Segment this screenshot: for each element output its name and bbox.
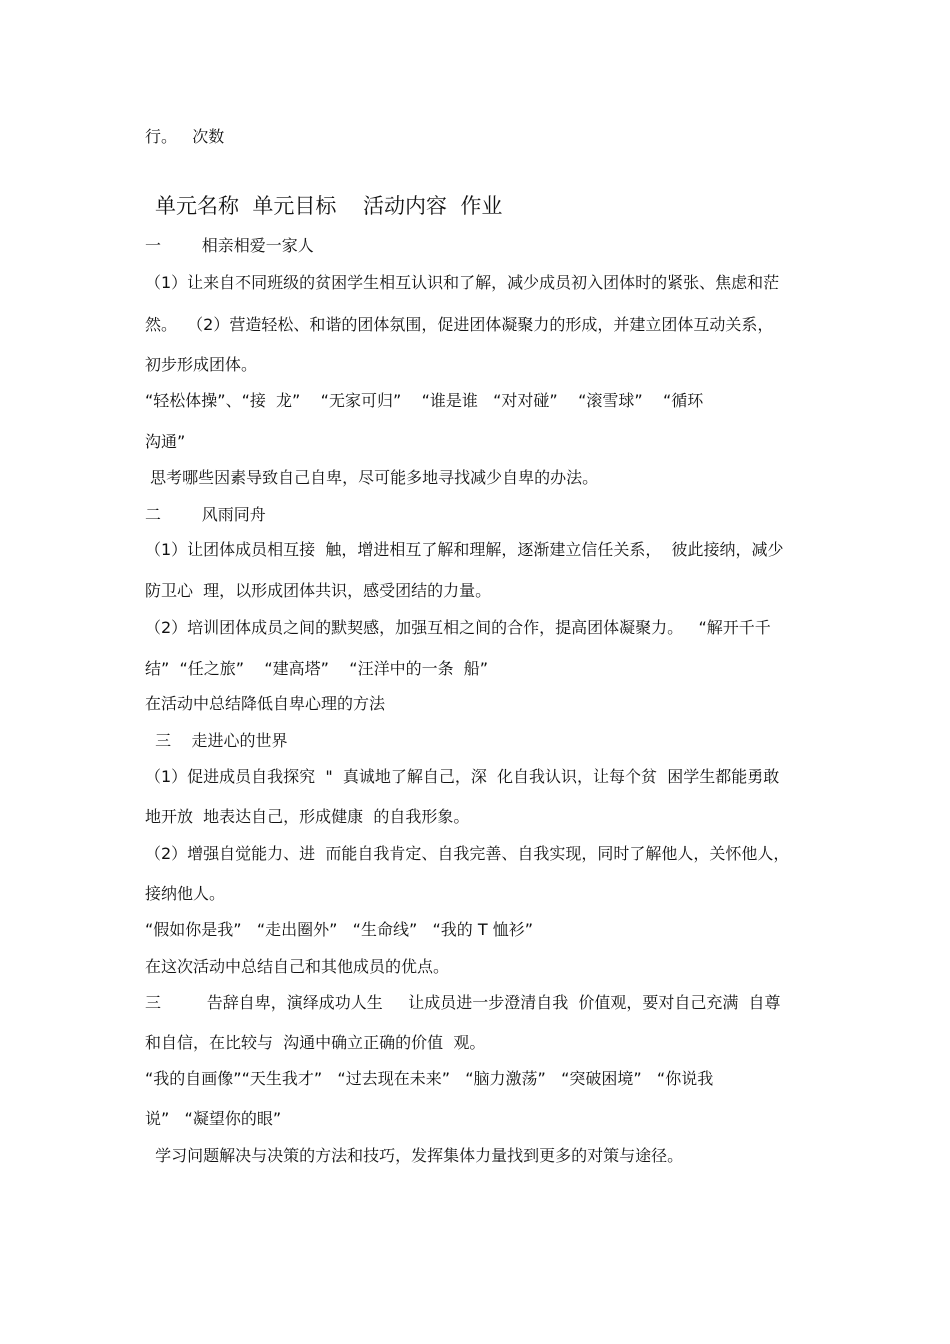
unit-3-goal-line: 地开放 地表达自己，形成健康 的自我形象。: [145, 807, 470, 826]
unit-3-title: 三 走进心的世界: [145, 731, 288, 750]
unit-4-title: 三 告辞自卑，演绎成功人生 让成员进一步澄清自我 价值观，要对自己充满 自尊: [145, 993, 781, 1012]
top-fragment: 行。 次数: [145, 127, 225, 146]
unit-3-homework: 在这次活动中总结自己和其他成员的优点。: [145, 957, 450, 976]
unit-4-activity-line: 说” “凝望你的眼”: [145, 1109, 282, 1128]
unit-2-goal-line: （1）让团体成员相互接 触，增进相互了解和理解，逐渐建立信任关系， 彼此接纳，减少: [145, 540, 784, 559]
unit-3-activity-line: “假如你是我” “走出圈外” “生命线” “我的 T 恤衫”: [145, 920, 534, 939]
unit-2-goal-line: （2）培训团体成员之间的默契感，加强互相之间的合作，提高团体凝聚力。 “解开千千: [145, 618, 771, 637]
unit-1-goal-line: 然。 （2）营造轻松、和谐的团体氛围，促进团体凝聚力的形成，并建立团体互动关系，: [145, 315, 774, 334]
unit-1-title: 一 相亲相爱一家人: [145, 236, 314, 255]
unit-2-goal-line: 防卫心 理，以形成团体共识，感受团结的力量。: [145, 581, 492, 600]
unit-1-homework: 思考哪些因素导致自己自卑，尽可能多地寻找减少自卑的办法。: [145, 468, 599, 487]
unit-3-goal-line: （2）增强自觉能力、进 而能自我肯定、自我完善、自我实现，同时了解他人，关怀他人，: [145, 844, 790, 863]
unit-1-activity-line: 沟通”: [145, 432, 186, 451]
unit-4-activity-line: “我的自画像”“天生我才” “过去现在未来” “脑力激荡” “突破困境” “你说我: [145, 1069, 714, 1088]
unit-1-goal-line: 初步形成团体。: [145, 355, 258, 374]
unit-1-goal-line: （1）让来自不同班级的贫困学生相互认识和了解，减少成员初入团体时的紧张、焦虑和茫: [145, 273, 780, 292]
unit-2-title: 二 风雨同舟: [145, 505, 266, 524]
unit-4-homework: 学习问题解决与决策的方法和技巧，发挥集体力量找到更多的对策与途径。: [145, 1146, 684, 1165]
unit-2-goal-line: 结” “任之旅” “建高塔” “汪洋中的一条 船”: [145, 659, 489, 678]
unit-2-homework: 在活动中总结降低自卑心理的方法: [145, 694, 386, 713]
table-header: 单元名称 单元目标 活动内容 作业: [155, 194, 503, 218]
unit-3-goal-line: 接纳他人。: [145, 884, 226, 903]
unit-4-goal-line: 和自信，在比较与 沟通中确立正确的价值 观。: [145, 1033, 486, 1052]
unit-3-goal-line: （1）促进成员自我探究 " 真诚地了解自己，深 化自我认识，让每个贫 困学生都能勇敢: [145, 767, 780, 786]
unit-1-activity-line: “轻松体操”、“接 龙” “无家可归” “谁是谁 “对对碰” “滚雪球” “循环: [145, 391, 704, 410]
